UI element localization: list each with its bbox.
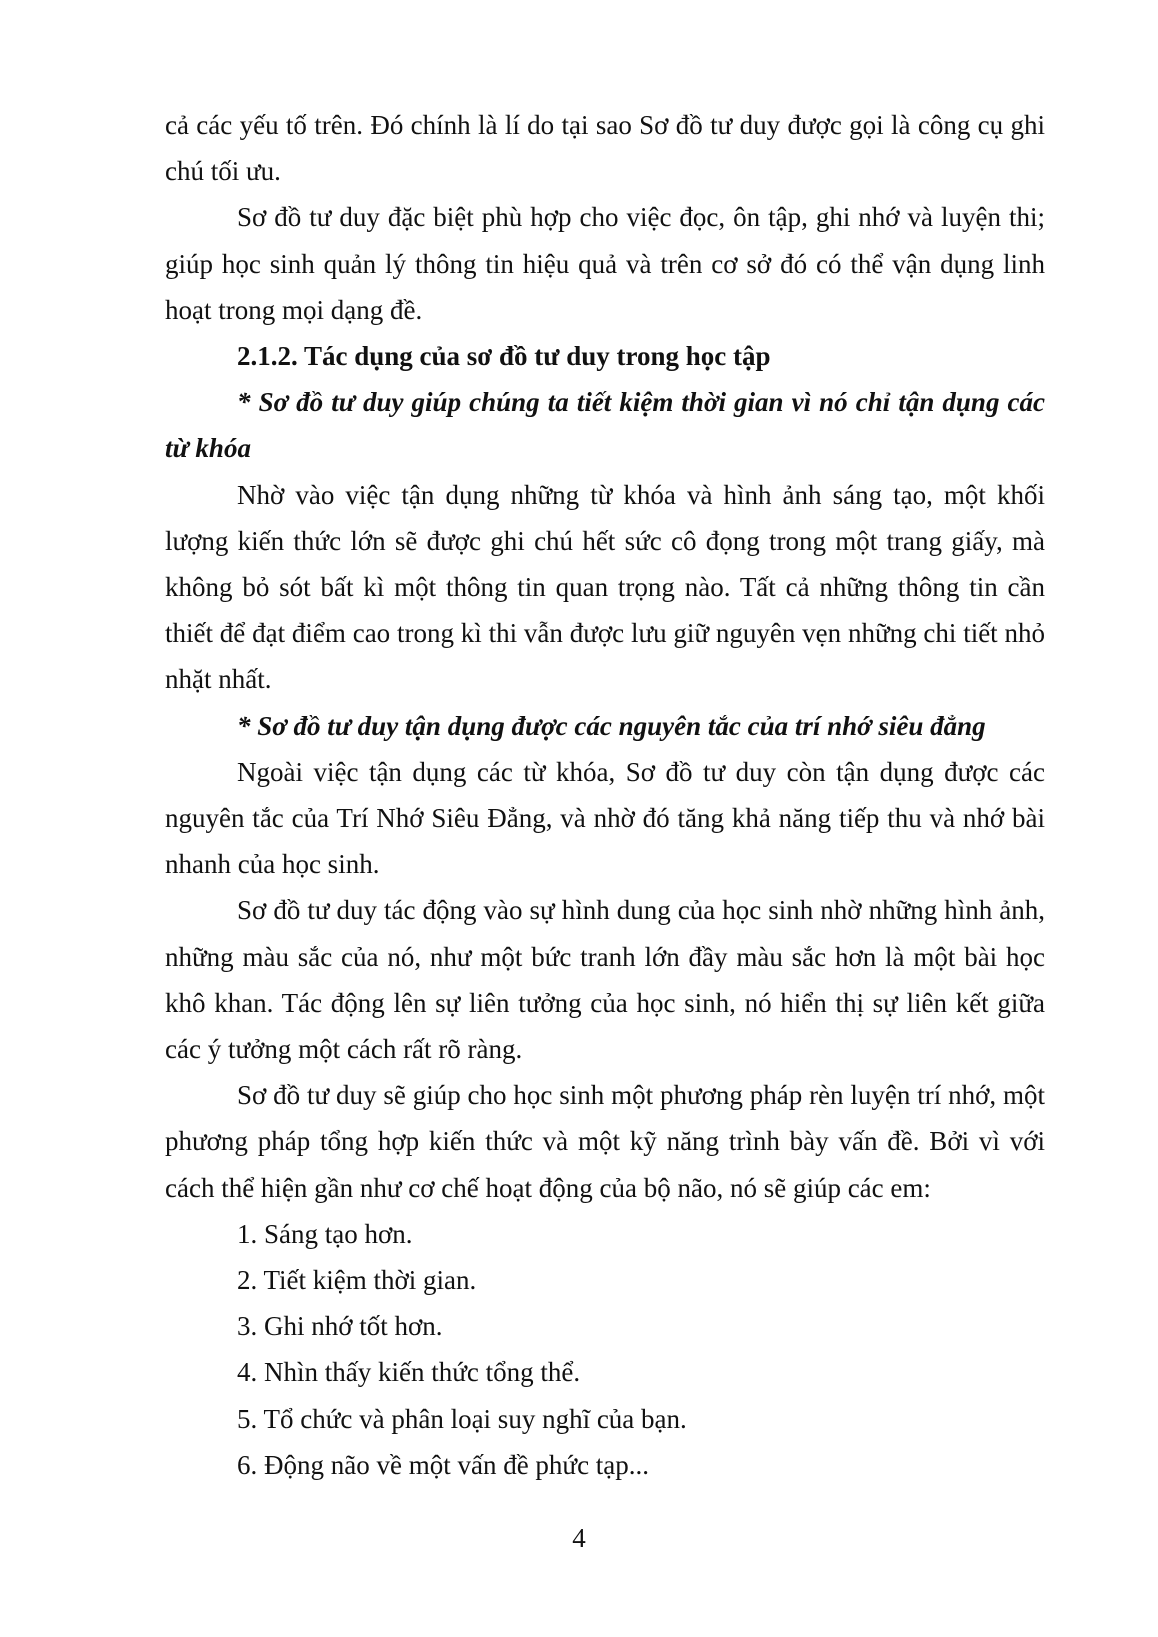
paragraph-visualization: Sơ đồ tư duy tác động vào sự hình dung của học sinh nhờ những hình ảnh, những màu sắc của nó, như một bức tranh lớn đầy màu sắc hơn là một bài học khô khan. Tác động lên sự liên tưởng của học sinh, nó hiển thị sự liên kết giữa các ý tưởng một cách rất rõ ràng. xyxy=(165,895,1045,1065)
list-item: 5. Tổ chức và phân loại suy nghĩ của bạn. xyxy=(237,1403,687,1434)
list-item: 3. Ghi nhớ tốt hơn. xyxy=(237,1311,443,1342)
paragraph-suitability: Sơ đồ tư duy đặc biệt phù hợp cho việc đọc, ôn tập, ghi nhớ và luyện thi; giúp học sinh quản lý thông tin hiệu quả và trên cơ sở đó có thể vận dụng linh hoạt trong mọi dạng đề. xyxy=(165,202,1045,325)
paragraph-continuation: cả các yếu tố trên. Đó chính là lí do tại sao Sơ đồ tư duy được gọi là công cụ ghi chú tối ưu. xyxy=(165,110,1045,187)
list-item: 1. Sáng tạo hơn. xyxy=(237,1218,413,1249)
paragraph-method: Sơ đồ tư duy sẽ giúp cho học sinh một phương pháp rèn luyện trí nhớ, một phương pháp tổng hợp kiến thức và một kỹ năng trình bày vấn đề. Bởi vì với cách thể hiện gần như cơ chế hoạt động của bộ não, nó sẽ giúp các em: xyxy=(165,1080,1045,1203)
paragraph-super-memory: Ngoài việc tận dụng các từ khóa, Sơ đồ tư duy còn tận dụng được các nguyên tắc của Trí Nhớ Siêu Đẳng, và nhờ đó tăng khả năng tiếp thu và nhớ bài nhanh của học sinh. xyxy=(165,756,1045,880)
list-item: 6. Động não về một vấn đề phức tạp... xyxy=(237,1449,650,1480)
list-item: 2. Tiết kiệm thời gian. xyxy=(237,1265,477,1296)
list-item: 4. Nhìn thấy kiến thức tổng thể. xyxy=(237,1357,581,1388)
section-heading: 2.1.2. Tác dụng của sơ đồ tư duy trong học tập xyxy=(237,341,771,372)
paragraph-keywords: Nhờ vào việc tận dụng những từ khóa và hình ảnh sáng tạo, một khối lượng kiến thức lớn sẽ được ghi chú hết sức cô đọng trong một trang giấy, mà không bỏ sót bất kì một thông tin quan trọng nào. Tất cả những thông tin cần thiết để đạt điểm cao trong kì thi vẫn được lưu giữ nguyên vẹn những chi tiết nhỏ nhặt nhất. xyxy=(165,479,1045,695)
document-page xyxy=(165,102,1045,1488)
page-number: 4 xyxy=(572,1523,586,1553)
subheading-save-time: * Sơ đồ tư duy giúp chúng ta tiết kiệm thời gian vì nó chỉ tận dụng các từ khóa xyxy=(165,387,1045,464)
subheading-super-memory: * Sơ đồ tư duy tận dụng được các nguyên tắc của trí nhớ siêu đẳng xyxy=(237,710,986,741)
benefits-list xyxy=(165,1211,1045,1488)
